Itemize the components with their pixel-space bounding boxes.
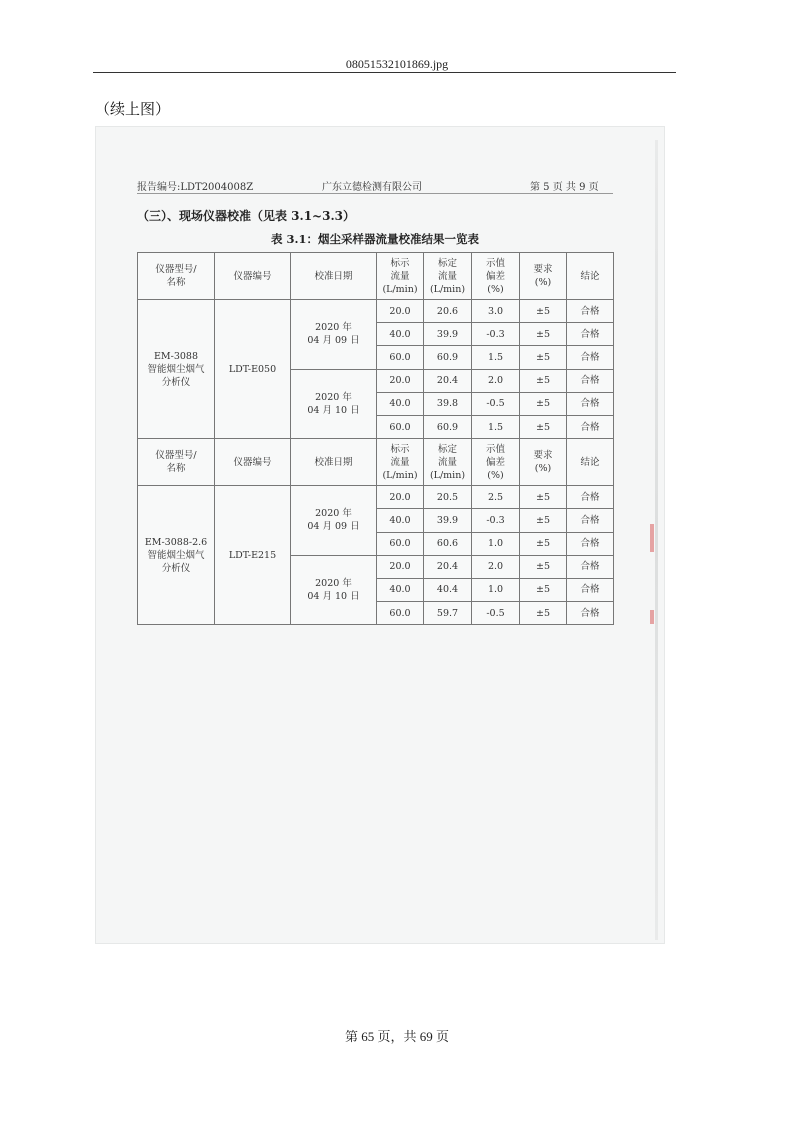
calibrated-flow-cell: 60.6 <box>424 532 472 555</box>
stamp-mark <box>650 524 654 552</box>
column-header: 仪器型号/ 名称 <box>138 253 215 300</box>
nominal-flow-cell: 20.0 <box>377 486 424 509</box>
calibration-table <box>137 252 614 625</box>
conclusion-cell: 合格 <box>567 555 614 578</box>
calibrated-flow-cell: 59.7 <box>424 602 472 625</box>
report-header-divider <box>137 193 613 194</box>
continued-label: （续上图） <box>95 100 171 118</box>
report-company: 广东立德检测有限公司 <box>322 182 422 193</box>
column-header: 结论 <box>567 253 614 300</box>
deviation-cell: -0.5 <box>472 392 520 415</box>
requirement-cell: ±5 <box>520 346 567 369</box>
column-header: 标示 流量 (L/min) <box>377 439 424 486</box>
column-header: 仪器编号 <box>215 439 291 486</box>
instrument-serial-cell: LDT-E050 <box>215 300 291 439</box>
report-page-info: 第 5 页 共 9 页 <box>530 182 599 193</box>
calibration-date-cell: 2020 年 04 月 09 日 <box>291 486 377 556</box>
deviation-cell: 1.5 <box>472 346 520 369</box>
requirement-cell: ±5 <box>520 602 567 625</box>
nominal-flow-cell: 40.0 <box>377 392 424 415</box>
nominal-flow-cell: 40.0 <box>377 509 424 532</box>
conclusion-cell: 合格 <box>567 346 614 369</box>
table-header-row <box>138 253 614 300</box>
column-header: 结论 <box>567 439 614 486</box>
conclusion-cell: 合格 <box>567 602 614 625</box>
calibrated-flow-cell: 60.9 <box>424 346 472 369</box>
calibration-date-cell: 2020 年 04 月 10 日 <box>291 555 377 625</box>
section-title: （三）、现场仪器校准（见表 3.1~3.3） <box>137 209 355 223</box>
calibrated-flow-cell: 20.4 <box>424 369 472 392</box>
column-header: 标定 流量 (L/min) <box>424 253 472 300</box>
calibrated-flow-cell: 39.9 <box>424 323 472 346</box>
column-header: 要求 (%) <box>520 253 567 300</box>
conclusion-cell: 合格 <box>567 509 614 532</box>
requirement-cell: ±5 <box>520 532 567 555</box>
column-header: 标定 流量 (L/min) <box>424 439 472 486</box>
requirement-cell: ±5 <box>520 555 567 578</box>
requirement-cell: ±5 <box>520 369 567 392</box>
deviation-cell: 1.0 <box>472 532 520 555</box>
nominal-flow-cell: 60.0 <box>377 602 424 625</box>
nominal-flow-cell: 60.0 <box>377 346 424 369</box>
nominal-flow-cell: 40.0 <box>377 323 424 346</box>
deviation-cell: 2.0 <box>472 555 520 578</box>
column-header: 要求 (%) <box>520 439 567 486</box>
stamp-mark <box>650 610 654 624</box>
requirement-cell: ±5 <box>520 486 567 509</box>
requirement-cell: ±5 <box>520 323 567 346</box>
column-header: 仪器型号/ 名称 <box>138 439 215 486</box>
instrument-model-cell: EM-3088 智能烟尘烟气 分析仪 <box>138 300 215 439</box>
conclusion-cell: 合格 <box>567 300 614 323</box>
instrument-model-cell: EM-3088-2.6 智能烟尘烟气 分析仪 <box>138 486 215 625</box>
deviation-cell: 2.5 <box>472 486 520 509</box>
calibrated-flow-cell: 20.5 <box>424 486 472 509</box>
column-header: 校准日期 <box>291 253 377 300</box>
deviation-cell: 3.0 <box>472 300 520 323</box>
conclusion-cell: 合格 <box>567 392 614 415</box>
calibrated-flow-cell: 39.8 <box>424 392 472 415</box>
conclusion-cell: 合格 <box>567 415 614 438</box>
calibrated-flow-cell: 60.9 <box>424 415 472 438</box>
column-header: 示值 偏差 (%) <box>472 253 520 300</box>
nominal-flow-cell: 20.0 <box>377 300 424 323</box>
deviation-cell: -0.5 <box>472 602 520 625</box>
calibrated-flow-cell: 20.6 <box>424 300 472 323</box>
table-row <box>138 300 614 323</box>
requirement-cell: ±5 <box>520 415 567 438</box>
requirement-cell: ±5 <box>520 392 567 415</box>
calibration-date-cell: 2020 年 04 月 10 日 <box>291 369 377 439</box>
calibrated-flow-cell: 20.4 <box>424 555 472 578</box>
conclusion-cell: 合格 <box>567 578 614 601</box>
page-header-filename: 08051532101869.jpg <box>345 57 449 71</box>
scan-fold-edge <box>655 140 658 940</box>
column-header: 仪器编号 <box>215 253 291 300</box>
instrument-serial-cell: LDT-E215 <box>215 486 291 625</box>
nominal-flow-cell: 60.0 <box>377 415 424 438</box>
conclusion-cell: 合格 <box>567 323 614 346</box>
page-footer: 第 65 页，共 69 页 <box>344 1029 449 1044</box>
conclusion-cell: 合格 <box>567 532 614 555</box>
deviation-cell: -0.3 <box>472 323 520 346</box>
deviation-cell: 2.0 <box>472 369 520 392</box>
requirement-cell: ±5 <box>520 509 567 532</box>
column-header: 标示 流量 (L/min) <box>377 253 424 300</box>
table-caption: 表 3.1：烟尘采样器流量校准结果一览表 <box>270 232 479 246</box>
nominal-flow-cell: 60.0 <box>377 532 424 555</box>
table-header-row <box>138 439 614 486</box>
deviation-cell: 1.0 <box>472 578 520 601</box>
table-row <box>138 486 614 509</box>
column-header: 校准日期 <box>291 439 377 486</box>
deviation-cell: 1.5 <box>472 415 520 438</box>
requirement-cell: ±5 <box>520 578 567 601</box>
nominal-flow-cell: 20.0 <box>377 555 424 578</box>
calibrated-flow-cell: 40.4 <box>424 578 472 601</box>
conclusion-cell: 合格 <box>567 486 614 509</box>
nominal-flow-cell: 40.0 <box>377 578 424 601</box>
calibration-date-cell: 2020 年 04 月 09 日 <box>291 300 377 370</box>
conclusion-cell: 合格 <box>567 369 614 392</box>
report-number: 报告编号:LDT2004008Z <box>137 182 254 193</box>
calibrated-flow-cell: 39.9 <box>424 509 472 532</box>
deviation-cell: -0.3 <box>472 509 520 532</box>
column-header: 示值 偏差 (%) <box>472 439 520 486</box>
header-divider <box>93 72 676 73</box>
nominal-flow-cell: 20.0 <box>377 369 424 392</box>
requirement-cell: ±5 <box>520 300 567 323</box>
